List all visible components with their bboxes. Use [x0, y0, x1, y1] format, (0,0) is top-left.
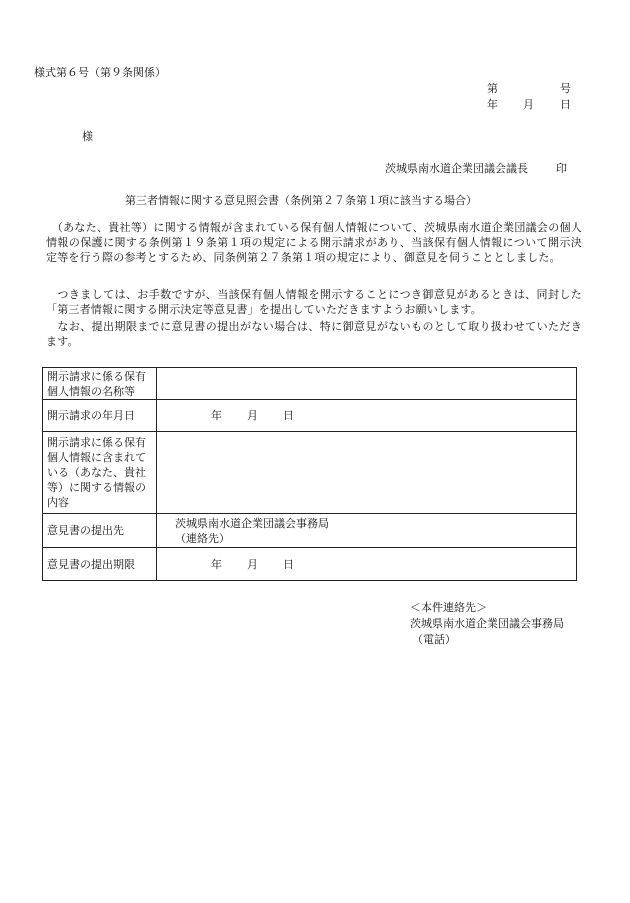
- sender-name: 茨城県南水道企業団議会議長: [385, 162, 528, 175]
- table-row: [43, 548, 577, 581]
- table-value-info-content: [157, 432, 577, 514]
- table-row: [43, 432, 577, 514]
- date-month: 月: [523, 98, 534, 111]
- table-row: [43, 368, 577, 400]
- table-row: [43, 514, 577, 548]
- table-label-info-content: 開示請求に係る保有 個人情報に含まれて いる（あなた、貴社 等）に関する情報の 内容: [43, 432, 157, 514]
- contact-heading: ＜本件連絡先＞: [410, 601, 487, 614]
- table-row: [43, 400, 577, 432]
- doc-number-label: 第: [487, 82, 498, 95]
- table-label-info-name: 開示請求に係る保有 個人情報の名称等: [43, 368, 157, 400]
- table-value-submission-address: 茨城県南水道企業団議会事務局 （連絡先）: [157, 514, 577, 548]
- seal-mark: 印: [556, 162, 567, 175]
- body-paragraph-3: なお、提出期限までに意見書の提出がない場合は、特に御意見がないものとして取り扱わせていただきます。: [46, 320, 582, 348]
- table-label-deadline: 意見書の提出期限: [43, 548, 157, 581]
- info-table: [42, 367, 577, 581]
- body-paragraph-1: （あなた、貴社等）に関する情報が含まれている保有個人情報について、茨城県南水道企業団議会の個人情報の保護に関する条例第１９条第１項の規定による開示請求があり、当該保有個人情報について開示決定等を行う際の参考とするため、同条例第２７条第１項の規定により、御意見を伺うこととしました。: [46, 221, 582, 264]
- table-label-request-date: 開示請求の年月日: [43, 400, 157, 432]
- body-paragraph-2: つきましては、お手数ですが、当該保有個人情報を開示することにつき御意見があるときは、同封した「第三者情報に関する開示決定等意見書」を提出していただきますようお願いします。: [46, 288, 582, 316]
- recipient-suffix: 様: [82, 130, 93, 143]
- doc-number-suffix: 号: [560, 82, 571, 95]
- date-day: 日: [560, 98, 571, 111]
- table-value-request-date: 年 月 日: [157, 400, 577, 432]
- document-title: 第三者情報に関する意見照会書（条例第２７条第１項に該当する場合）: [125, 194, 477, 207]
- date-year: 年: [487, 98, 498, 111]
- contact-office: 茨城県南水道企業団議会事務局: [410, 617, 564, 630]
- table-value-info-name: [157, 368, 577, 400]
- table-label-submission-address: 意見書の提出先: [43, 514, 157, 548]
- contact-phone: （電話）: [412, 633, 456, 646]
- form-number: 様式第６号（第９条関係）: [34, 66, 166, 79]
- table-value-deadline: 年 月 日: [157, 548, 577, 581]
